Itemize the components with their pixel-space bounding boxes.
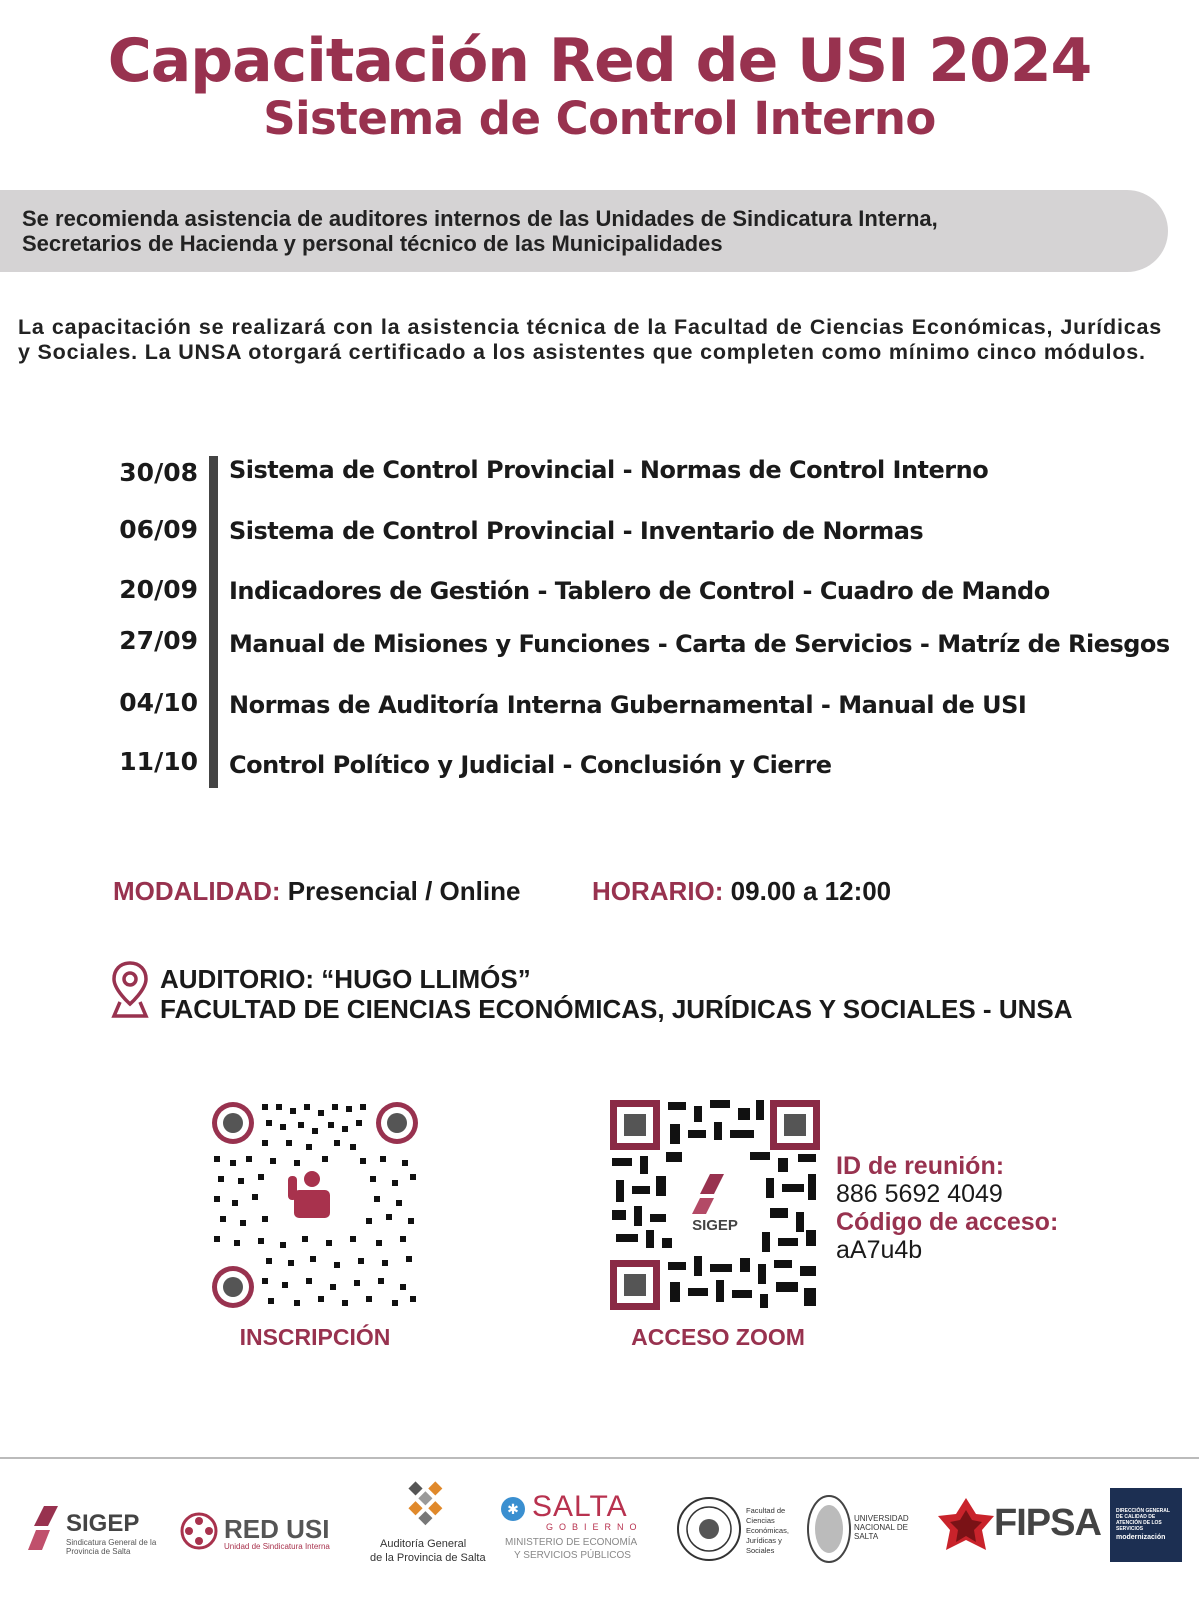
modernizacion-logo bbox=[1110, 1488, 1182, 1562]
salta-logo-name: SALTA bbox=[532, 1490, 628, 1523]
schedule-row bbox=[0, 456, 1199, 496]
modernizacion-logo-line1: DIRECCIÓN GENERAL DE CALIDAD DE ATENCIÓN DE LOS SERVICIOS bbox=[1116, 1508, 1170, 1532]
salta-logo-line2: Y SERVICIOS PÚBLICOS bbox=[514, 1550, 631, 1561]
zoom-caption: ACCESO ZOOM bbox=[631, 1324, 805, 1350]
schedule-date: 30/08 bbox=[119, 458, 198, 487]
fipsa-logo-name: FIPSA bbox=[994, 1502, 1101, 1544]
schedule-topic: Sistema de Control Provincial - Normas de Control Interno bbox=[229, 456, 989, 484]
location-pin-icon bbox=[110, 960, 150, 1018]
page-title: Capacitación Red de USI 2024 bbox=[107, 26, 1092, 96]
horario-label: HORARIO: bbox=[592, 876, 724, 906]
red-usi-logo-name: RED USI bbox=[224, 1514, 330, 1544]
intro-paragraph: La capacitación se realizará con la asistencia técnica de la Facultad de Ciencias Económicas, Jurídicas y Sociales. La UNSA otorgará certificado a los asistentes que completen como mínimo cinco módulos. bbox=[18, 315, 1162, 364]
access-code-value: aA7u4b bbox=[836, 1236, 923, 1264]
sigep-logo-name: SIGEP bbox=[66, 1510, 140, 1537]
schedule-date: 04/10 bbox=[119, 688, 198, 717]
sigep-logo-icon bbox=[28, 1506, 60, 1552]
schedule-divider bbox=[209, 456, 218, 788]
schedule-date: 11/10 bbox=[119, 747, 198, 776]
schedule-topic: Indicadores de Gestión - Tablero de Control - Cuadro de Mando bbox=[229, 577, 1050, 605]
facultad-seal-icon bbox=[676, 1496, 742, 1562]
banner-line-1: Se recomienda asistencia de auditores internos de las Unidades de Sindicatura Interna, bbox=[22, 206, 938, 231]
schedule-date: 27/09 bbox=[119, 626, 198, 655]
unsa-seal-icon bbox=[806, 1494, 852, 1564]
salta-logo-line1: MINISTERIO DE ECONOMÍA bbox=[505, 1537, 638, 1548]
inscripcion-caption: INSCRIPCIÓN bbox=[239, 1324, 391, 1350]
page-subtitle: Sistema de Control Interno bbox=[263, 92, 936, 145]
schedule-topic: Control Político y Judicial - Conclusión y Cierre bbox=[229, 751, 832, 779]
meeting-id-label: ID de reunión: bbox=[836, 1152, 1005, 1180]
schedule-row bbox=[0, 626, 1199, 670]
modalidad bbox=[113, 876, 520, 907]
zoom-qr-logo-text: SIGEP bbox=[692, 1217, 738, 1234]
meeting-id-value: 886 5692 4049 bbox=[836, 1180, 1003, 1208]
schedule-topic: Normas de Auditoría Interna Gubernamental - Manual de USI bbox=[229, 691, 1027, 719]
venue-line-2: FACULTAD DE CIENCIAS ECONÓMICAS, JURÍDICAS Y SOCIALES - UNSA bbox=[160, 994, 1073, 1024]
sigep-logo-sub: Sindicatura General de la Provincia de Salta bbox=[66, 1538, 157, 1556]
schedule-date: 20/09 bbox=[119, 575, 198, 604]
auditoria-logo-line1: Auditoría General bbox=[380, 1538, 467, 1550]
zoom-qr-code[interactable] bbox=[610, 1100, 820, 1310]
schedule-row bbox=[0, 747, 1199, 791]
schedule-date: 06/09 bbox=[119, 515, 198, 544]
horario bbox=[592, 876, 891, 907]
red-usi-logo-icon bbox=[180, 1512, 218, 1550]
auditoria-logo-line2: de la Provincia de Salta bbox=[370, 1552, 486, 1564]
facultad-logo-text: Facultad de Ciencias Económicas, Jurídicas y Sociales bbox=[746, 1506, 789, 1555]
unsa-logo-text: UNIVERSIDAD NACIONAL DE SALTA bbox=[854, 1514, 909, 1541]
schedule-topic: Manual de Misiones y Funciones - Carta de Servicios - Matríz de Riesgos bbox=[229, 630, 1170, 658]
schedule-topic: Sistema de Control Provincial - Inventario de Normas bbox=[229, 517, 924, 545]
inscripcion-qr-code[interactable] bbox=[210, 1100, 420, 1310]
svg-text:✱: ✱ bbox=[507, 1502, 519, 1518]
fipsa-logo-icon bbox=[936, 1496, 996, 1558]
schedule-row bbox=[0, 688, 1199, 731]
venue-line-1: AUDITORIO: “HUGO LLIMÓS” bbox=[160, 964, 531, 994]
schedule-row bbox=[0, 577, 1199, 617]
red-usi-logo-sub: Unidad de Sindicatura Interna bbox=[224, 1542, 330, 1551]
modalidad-label: MODALIDAD: bbox=[113, 876, 281, 906]
horario-value: 09.00 a 12:00 bbox=[730, 876, 892, 906]
salta-logo-sub: GOBIERNO bbox=[546, 1522, 643, 1532]
auditoria-logo-icon bbox=[396, 1476, 452, 1532]
schedule-row bbox=[0, 517, 1199, 557]
modalidad-value: Presencial / Online bbox=[287, 876, 521, 906]
salta-logo-icon bbox=[500, 1496, 526, 1522]
modernizacion-logo-line2: modernización bbox=[1116, 1534, 1166, 1541]
footer-divider bbox=[0, 1457, 1199, 1459]
access-code-label: Código de acceso: bbox=[836, 1208, 1059, 1236]
audience-banner bbox=[0, 190, 1168, 272]
banner-line-2: Secretarios de Hacienda y personal técnico de las Municipalidades bbox=[22, 231, 723, 256]
